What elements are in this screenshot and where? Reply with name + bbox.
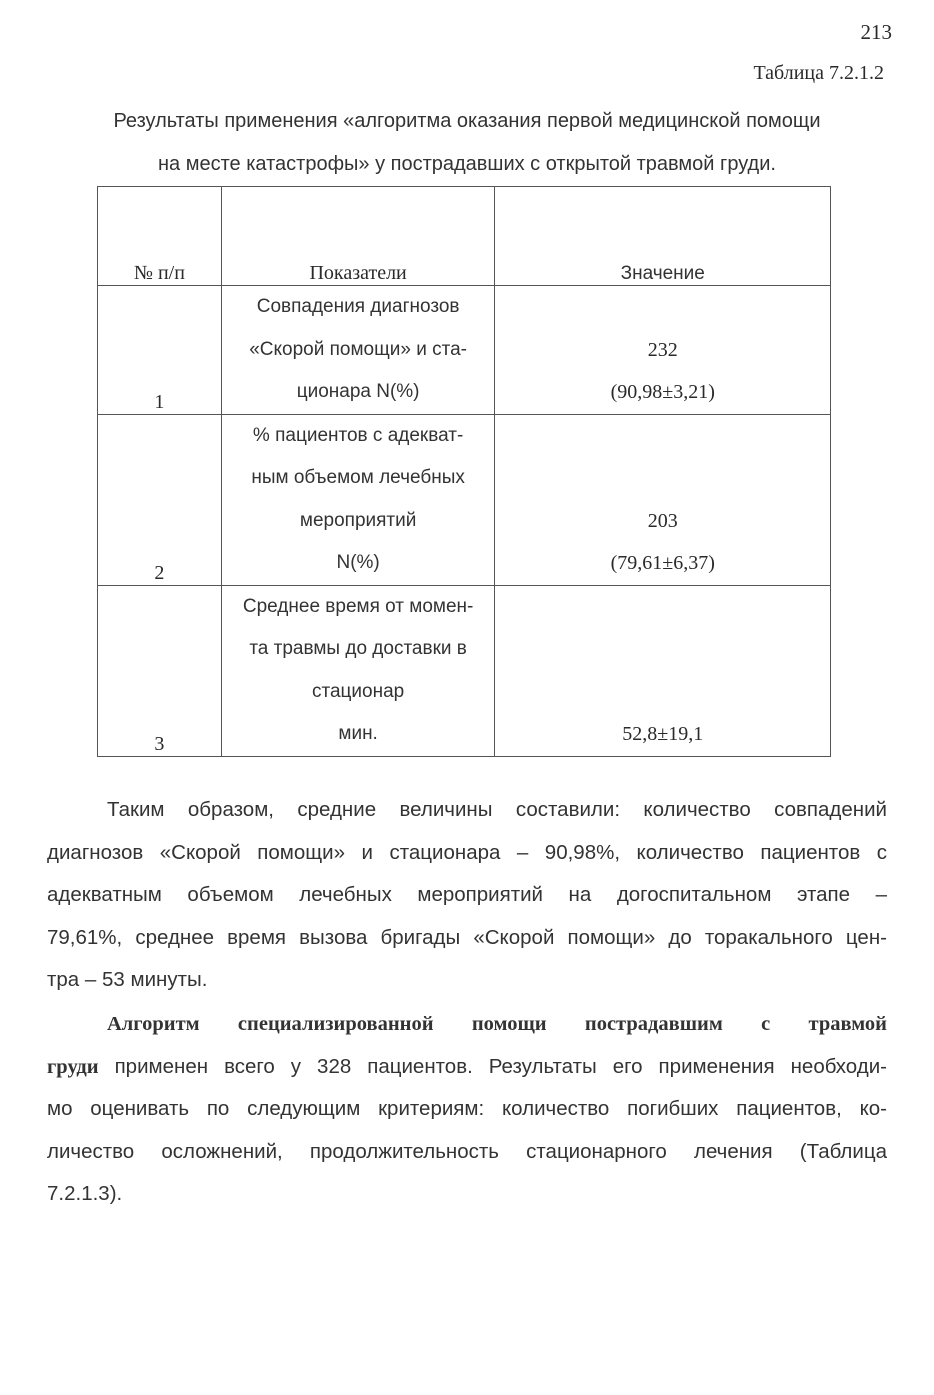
- row-indicator: [221, 585, 495, 756]
- paragraph-line-rest: применен всего у 328 пациентов. Результаты его применения необходи-: [98, 1054, 887, 1078]
- row-value: [495, 585, 831, 756]
- paragraph-line: личество осложнений, продолжительность стационарного лечения (Таблица: [47, 1139, 887, 1163]
- row-number: 2: [98, 414, 222, 585]
- summary-paragraph: [47, 789, 887, 1002]
- page-number: 213: [860, 20, 892, 44]
- row-number: 1: [98, 286, 222, 415]
- row-value: [495, 414, 831, 585]
- row-value: [495, 286, 831, 415]
- indicator-line: Совпадения диагнозов: [256, 296, 460, 317]
- paragraph-line: адекватным объемом лечебных мероприятий на догоспитальном этапе –: [47, 883, 887, 906]
- caption-line-2: на месте катастрофы» у пострадавших с открытой травмой груди.: [158, 153, 776, 175]
- value-line: 52,8±19,1: [622, 723, 704, 745]
- indicator-line: «Скорой помощи» и ста-: [249, 338, 467, 360]
- paragraph-bold-line: Алгоритм специализированной помощи пострадавшим с травмой: [107, 1013, 887, 1035]
- indicator-line: мин.: [338, 723, 378, 744]
- bold-term: груди: [47, 1055, 99, 1078]
- value-line: (90,98±3,21): [610, 381, 715, 403]
- value-line: 232: [647, 338, 678, 361]
- indicator-line: стационар: [311, 680, 405, 702]
- results-table: [97, 186, 831, 757]
- indicator-line: % пациентов с адекват-: [252, 424, 464, 446]
- paragraph-line: [47, 1046, 887, 1089]
- paragraph-line: мо оценивать по следующим критериям: количество погибших пациентов, ко-: [47, 1097, 887, 1120]
- paragraph-line: 7.2.1.3).: [47, 1182, 123, 1205]
- indicator-line: ным объемом лечебных: [251, 467, 465, 488]
- indicator-line: та травмы до доставки в: [249, 638, 467, 659]
- row-number: 3: [98, 585, 222, 756]
- indicator-line: N(%): [336, 552, 380, 573]
- indicator-line: ционара N(%): [296, 381, 420, 402]
- table-label: Таблица 7.2.1.2: [753, 62, 884, 84]
- table-header-row: [98, 187, 831, 286]
- paragraph-line: тра – 53 минуты.: [47, 968, 208, 991]
- header-value: Значение: [495, 187, 831, 286]
- value-line: (79,61±6,37): [610, 552, 715, 574]
- table-row: [98, 414, 831, 585]
- value-line: 203: [647, 509, 678, 532]
- header-indicator: Показатели: [221, 187, 495, 286]
- header-number: № п/п: [98, 187, 222, 286]
- algorithm-paragraph: [47, 1003, 887, 1216]
- paragraph-line: Таким образом, средние величины составили: количество совпадений: [107, 798, 887, 821]
- row-indicator: [221, 414, 495, 585]
- indicator-line: Среднее время от момен-: [242, 595, 474, 617]
- row-indicator: [221, 286, 495, 415]
- table-row: [98, 585, 831, 756]
- paragraph-line: 79,61%, среднее время вызова бригады «Скорой помощи» до торакального цен-: [47, 925, 887, 949]
- table-row: [98, 286, 831, 415]
- indicator-line: мероприятий: [299, 509, 417, 531]
- caption-line-1: Результаты применения «алгоритма оказания первой медицинской помощи: [113, 110, 821, 132]
- table-caption: [0, 100, 934, 186]
- paragraph-line: диагнозов «Скорой помощи» и стационара – 90,98%, количество пациентов с: [47, 840, 887, 864]
